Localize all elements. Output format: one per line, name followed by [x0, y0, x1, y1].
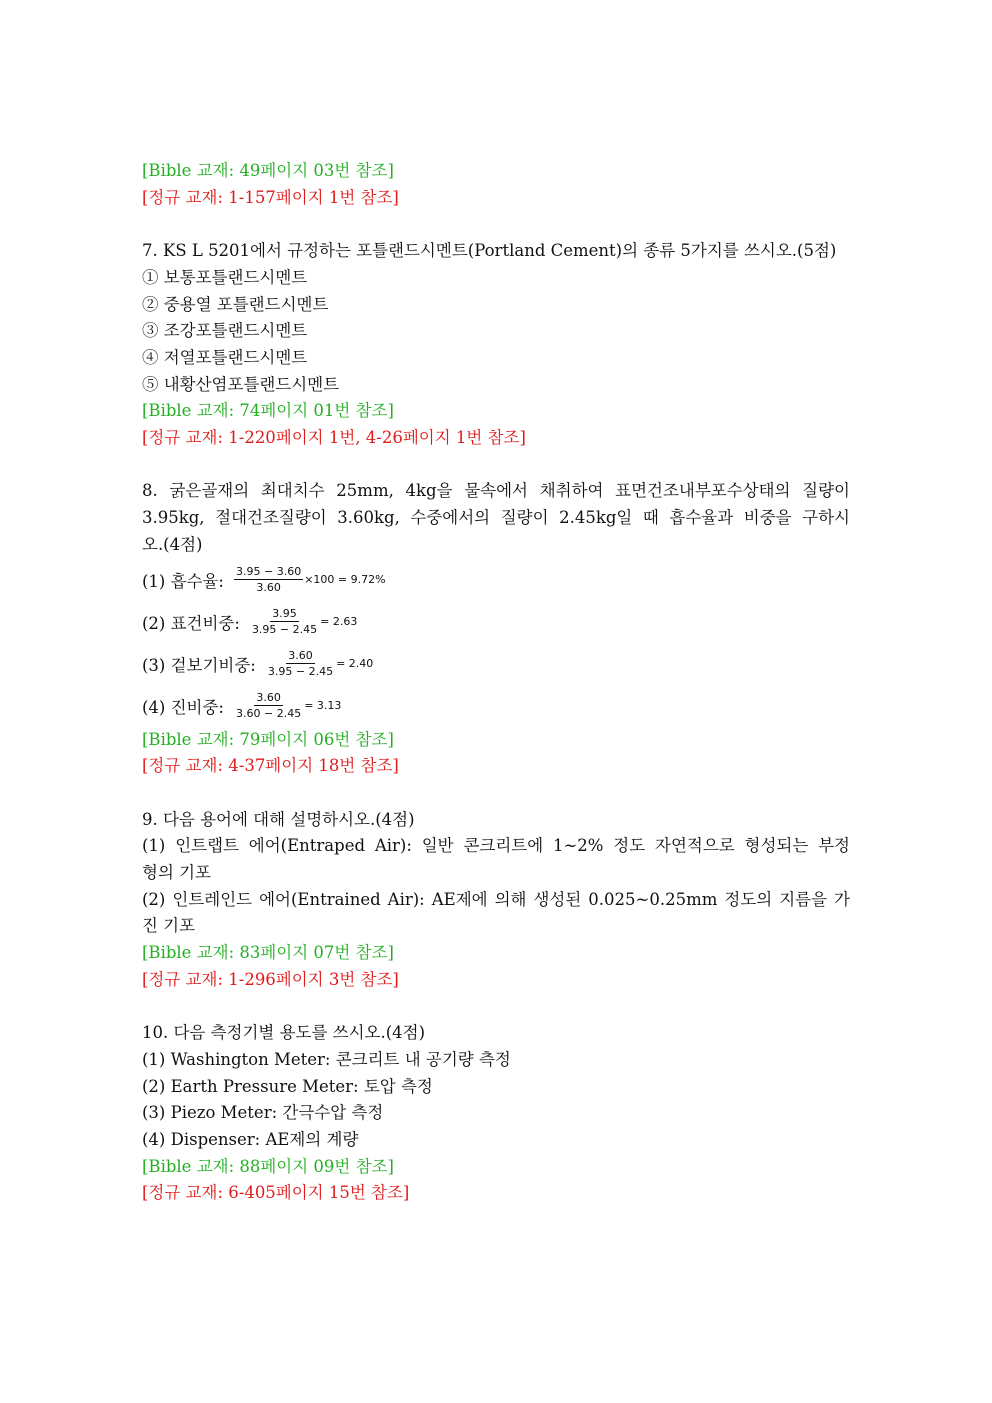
- answer-item: ④ 저열포틀랜드시멘트: [142, 347, 308, 367]
- regular-reference: [정규 교재: 6-405페이지 15번 참조]: [142, 1183, 410, 1203]
- fraction: [234, 691, 303, 720]
- numerator: 3.95: [272, 607, 297, 621]
- question-7: 7. KS L 5201에서 규정하는 포틀랜드시멘트(Portland Cement)의 종류 5가지를 쓰시오.(5점): [142, 241, 837, 261]
- bible-reference: [Bible 교재: 83페이지 07번 참조]: [142, 943, 394, 963]
- fraction: [266, 649, 335, 678]
- question-8-line: 3.95kg, 절대건조질량이 3.60kg, 수중에서의 질량이 2.45kg일 때 흡수율과 비중을 구하시: [142, 508, 850, 528]
- bible-reference: [Bible 교재: 79페이지 06번 참조]: [142, 729, 394, 749]
- bible-reference: [Bible 교재: 49페이지 03번 참조]: [142, 161, 394, 180]
- formula-label: (1) 흡수율:: [142, 571, 224, 591]
- regular-reference: [정규 교재: 1-296페이지 3번 참조]: [142, 969, 399, 989]
- regular-reference: [정규 교재: 1-220페이지 1번, 4-26페이지 1번 참조]: [142, 428, 526, 448]
- answer-line: 진 기포: [142, 916, 196, 936]
- formula-apparent-density: [142, 643, 850, 685]
- regular-reference: [정규 교재: 4-37페이지 18번 참조]: [142, 756, 399, 776]
- fraction: [234, 565, 303, 594]
- regular-reference: [정규 교재: 1-157페이지 1번 참조]: [142, 187, 399, 207]
- numerator: 3.60: [288, 649, 313, 663]
- numerator: 3.60: [256, 691, 281, 705]
- formula-absorption: [142, 559, 850, 601]
- answer-item: ① 보통포틀랜드시멘트: [142, 267, 308, 287]
- formula-label: (3) 겉보기비중:: [142, 655, 256, 675]
- bible-reference: [Bible 교재: 74페이지 01번 참조]: [142, 401, 394, 421]
- denominator: 3.60: [256, 581, 281, 595]
- answer-item: ⑤ 내황산염포틀랜드시멘트: [142, 374, 340, 394]
- question-8-line: 8. 굵은골재의 최대치수 25mm, 4kg을 물속에서 채취하여 표면건조내부포수상태의 질량이: [142, 481, 850, 501]
- question-8-line: 오.(4점): [142, 534, 203, 554]
- answer-item: ② 중용열 포틀랜드시멘트: [142, 294, 329, 314]
- answer-line: 형의 기포: [142, 863, 212, 883]
- formula-true-density: [142, 685, 850, 727]
- document-page: [142, 158, 850, 1207]
- answer-item: (3) Piezo Meter: 간극수압 측정: [142, 1103, 384, 1123]
- formula-result: ×100 = 9.72%: [304, 573, 386, 587]
- answer-item: (2) Earth Pressure Meter: 토압 측정: [142, 1076, 433, 1096]
- formula-result: = 2.40: [336, 657, 374, 671]
- answer-item: (1) Washington Meter: 콘크리트 내 공기량 측정: [142, 1049, 511, 1069]
- denominator: 3.95 − 2.45: [251, 623, 318, 637]
- formula-result: = 3.13: [304, 699, 342, 713]
- numerator: 3.95 − 3.60: [236, 565, 302, 579]
- formula-result: = 2.63: [320, 615, 358, 629]
- denominator: 3.60 − 2.45: [236, 707, 302, 721]
- formula-label: (2) 표건비중:: [142, 613, 240, 633]
- formula-ssd-density: [142, 601, 850, 643]
- spacer: [142, 211, 850, 238]
- denominator: 3.95 − 2.45: [267, 665, 334, 679]
- spacer: [142, 994, 850, 1021]
- fraction: [250, 607, 319, 636]
- answer-item: (4) Dispenser: AE제의 계량: [142, 1130, 359, 1150]
- bible-reference: [Bible 교재: 88페이지 09번 참조]: [142, 1156, 394, 1176]
- answer-line: (2) 인트레인드 에어(Entrained Air): AE제에 의해 생성된 0.025~0.25mm 정도의 지름을 가: [142, 889, 850, 909]
- formula-label: (4) 진비중:: [142, 697, 224, 717]
- question-9: 9. 다음 용어에 대해 설명하시오.(4점): [142, 809, 415, 829]
- answer-item: ③ 조강포틀랜드시멘트: [142, 321, 308, 341]
- spacer: [142, 780, 850, 807]
- spacer: [142, 452, 850, 479]
- answer-line: (1) 인트랩트 에어(Entraped Air): 일반 콘크리트에 1∼2% 정도 자연적으로 형성되는 부정: [142, 836, 850, 856]
- question-10: 10. 다음 측정기별 용도를 쓰시오.(4점): [142, 1023, 426, 1043]
